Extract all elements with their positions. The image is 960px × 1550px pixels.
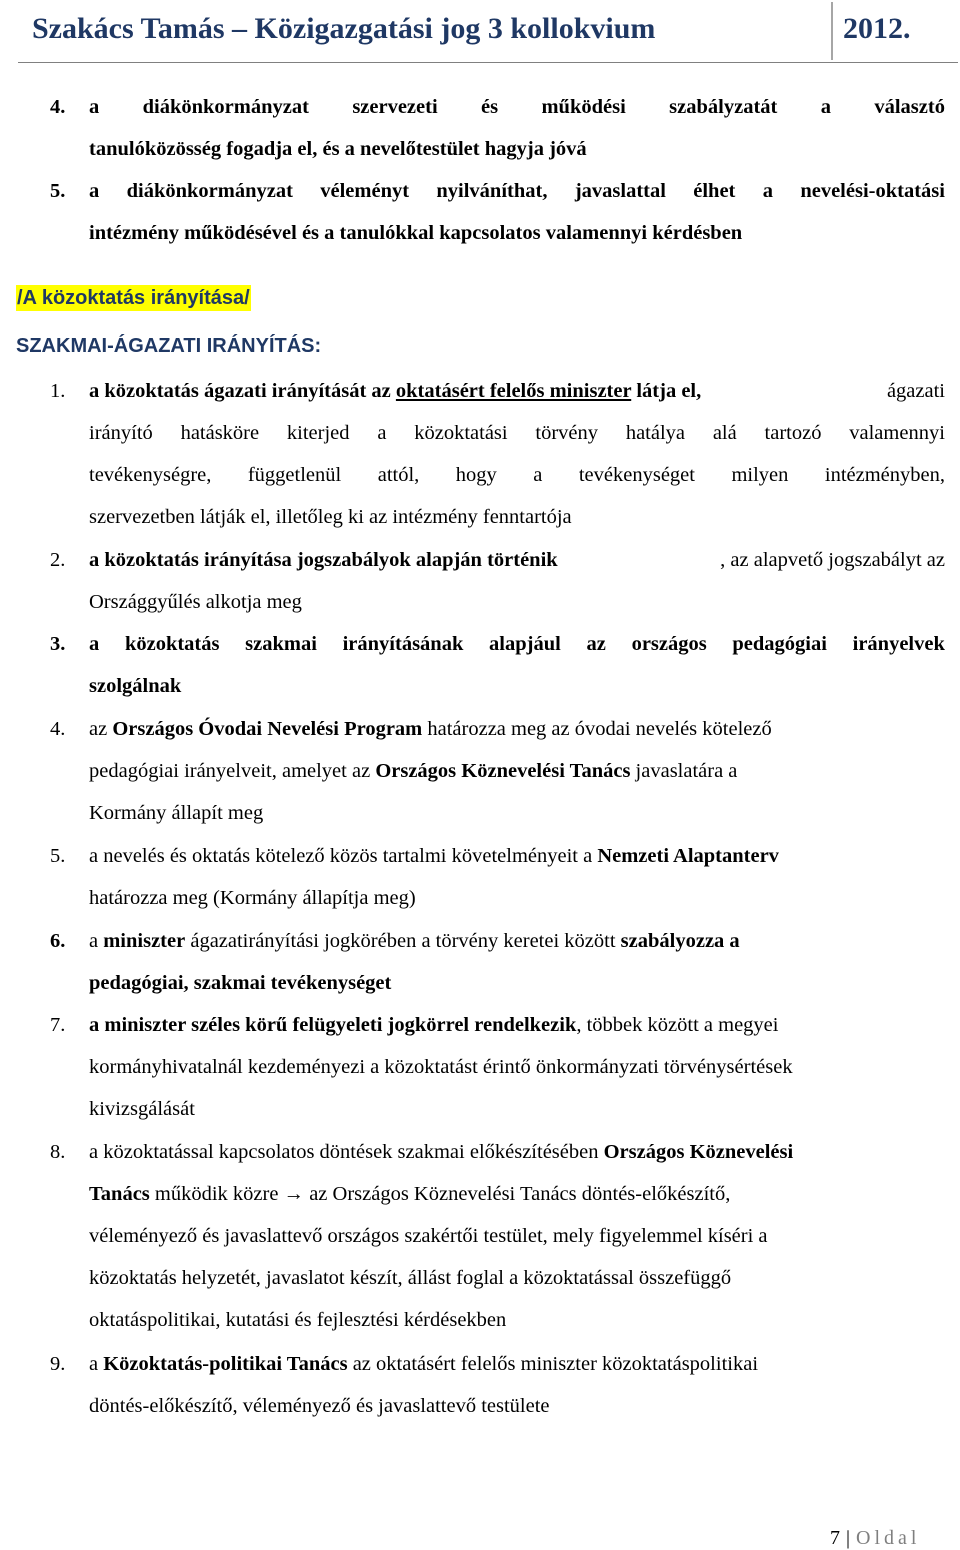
bold-text: szabályozza a	[620, 930, 740, 952]
highlight-heading	[16, 287, 251, 317]
list-line	[89, 380, 945, 403]
word: alá	[712, 422, 737, 444]
word: az	[586, 633, 606, 655]
word: javaslattal	[574, 180, 666, 202]
page-label: Oldal	[856, 1527, 921, 1549]
text-run: ágazatirányítási jogkörében a törvény keretei között	[185, 930, 621, 952]
list-line: véleményező és javaslattevő országos szakértői testület, mely figyelemmel kíséri a	[89, 1225, 768, 1247]
list-line: oktatáspolitikai, kutatási és fejlesztési kérdésekben	[89, 1309, 507, 1331]
list-line	[89, 96, 945, 119]
page-number: 7	[830, 1527, 840, 1549]
list-line	[89, 1014, 778, 1037]
justified-line	[89, 633, 945, 656]
header-rule	[18, 62, 958, 63]
word: hogy	[455, 464, 497, 486]
bold-text: Országos Köznevelési Tanács	[375, 760, 631, 782]
bold-text: Közoktatás-politikai Tanács	[103, 1353, 348, 1375]
list-line: intézmény működésével és a tanulókkal kapcsolatos valamennyi kérdésben	[89, 222, 743, 244]
text-run: a közoktatással kapcsolatos döntések szakmai előkészítésében	[89, 1141, 604, 1163]
word: országos	[631, 633, 707, 655]
header-separator	[831, 2, 833, 60]
list-line	[89, 845, 779, 868]
list-line	[89, 549, 945, 572]
bold-text: a miniszter széles körű felügyeleti jogkörrel rendelkezik	[89, 1014, 577, 1036]
word: tevékenységre,	[89, 464, 212, 486]
word: kiterjed	[286, 422, 350, 444]
word: véleményt	[320, 180, 410, 202]
word: irányelvek	[852, 633, 945, 655]
text-run: határozza meg az óvodai nevelés kötelező	[422, 718, 772, 740]
header-year: 2012.	[843, 12, 911, 45]
justified-line	[89, 422, 945, 445]
word: választó	[874, 96, 945, 118]
bold-text: a közoktatás ágazati irányítását az	[89, 380, 396, 402]
word: a	[89, 96, 100, 118]
text-run: az	[89, 718, 113, 740]
list-number: 9.	[50, 1353, 66, 1375]
word: tevékenységet	[578, 464, 695, 486]
word: közoktatás	[124, 633, 220, 655]
list-line: határozza meg (Kormány állapítja meg)	[89, 887, 416, 909]
word: szabályzatát	[669, 96, 778, 118]
text-run: a nevelés és oktatás kötelező közös tartalmi követelményeit a	[89, 845, 598, 867]
word: működési	[541, 96, 626, 118]
header-title: Szakács Tamás – Közigazgatási jog 3 kollokvium	[32, 12, 656, 45]
word: diákönkormányzat	[126, 180, 293, 202]
word: pedagógiai	[732, 633, 827, 655]
word: tartozó	[764, 422, 822, 444]
list-number: 1.	[50, 380, 66, 402]
bold-text: Tanács	[89, 1183, 150, 1205]
list-line: szervezetben látják el, illetőleg ki az intézmény fenntartója	[89, 506, 572, 528]
text-run: , többek között a megyei	[576, 1014, 779, 1036]
list-number: 3.	[50, 633, 66, 655]
justified-line	[89, 464, 945, 487]
page-footer	[830, 1527, 920, 1550]
list-number: 4.	[50, 718, 66, 740]
text-run: az oktatásért felelős miniszter közoktatáspolitikai	[347, 1353, 759, 1375]
word: élhet	[693, 180, 736, 202]
list-line	[89, 464, 945, 487]
word: a	[820, 96, 831, 118]
word: és	[481, 96, 499, 118]
list-line	[89, 633, 945, 656]
justified-line	[89, 180, 945, 203]
list-number: 5.	[50, 845, 66, 867]
list-line: kivizsgálását	[89, 1098, 195, 1120]
list-line: közoktatás helyzetét, javaslatot készít, állást foglal a közoktatással összefüggő	[89, 1267, 732, 1289]
word: a	[89, 633, 100, 655]
bold-text: Nemzeti Alaptanterv	[597, 845, 779, 867]
list-line	[89, 760, 737, 783]
word: törvény	[535, 422, 599, 444]
word: szervezeti	[352, 96, 438, 118]
word: milyen	[731, 464, 789, 486]
highlight-heading-text: /A közoktatás irányítása/	[17, 287, 250, 309]
word: hatálya	[625, 422, 686, 444]
word: alapjául	[489, 633, 561, 655]
page-header	[0, 0, 960, 64]
word: a	[377, 422, 387, 444]
word: függetlenül	[247, 464, 342, 486]
list-line: Országgyűlés alkotja meg	[89, 591, 302, 613]
list-line: tanulóközösség fogadja el, és a nevelőtestület hagyja jóvá	[89, 138, 587, 160]
word: a	[89, 180, 100, 202]
list-line: döntés-előkészítő, véleményező és javaslattevő testülete	[89, 1395, 550, 1417]
text-run: a	[89, 930, 104, 952]
list-line	[89, 422, 945, 445]
justified-line	[89, 96, 945, 119]
word: irányításának	[342, 633, 464, 655]
text-run: működik közre	[149, 1183, 284, 1205]
list-number: 5.	[50, 180, 66, 202]
text-run: a	[89, 1353, 104, 1375]
list-line	[89, 1141, 793, 1164]
list-number: 8.	[50, 1141, 66, 1163]
list-line: kormányhivatalnál kezdeményezi a közoktatást érintő önkormányzati törvénysértések	[89, 1056, 793, 1078]
list-line	[89, 718, 772, 741]
word: nevelési-oktatási	[800, 180, 945, 202]
text-run: , az alapvető jogszabályt az	[720, 549, 945, 571]
text-run: az Országos Köznevelési Tanács döntés-előkészítő,	[304, 1183, 731, 1205]
list-number: 4.	[50, 96, 66, 118]
text-run: javaslatára a	[630, 760, 738, 782]
arrow-right-icon: →	[283, 1183, 305, 1205]
footer-separator: |	[846, 1527, 851, 1549]
list-number: 6.	[50, 930, 66, 952]
list-number: 2.	[50, 549, 66, 571]
section-heading: SZAKMAI-ÁGAZATI IRÁNYÍTÁS:	[16, 335, 322, 357]
list-line	[89, 930, 740, 953]
word: diákönkormányzat	[142, 96, 309, 118]
list-line: pedagógiai, szakmai tevékenységet	[89, 972, 392, 994]
word: intézményben,	[824, 464, 945, 486]
word: hatásköre	[180, 422, 260, 444]
word: a	[533, 464, 543, 486]
word: valamennyi	[849, 422, 945, 444]
list-line	[89, 180, 945, 203]
word: a	[762, 180, 773, 202]
underlined-bold-text: oktatásért felelős miniszter	[395, 380, 632, 402]
text-run: pedagógiai irányelveit, amelyet az	[89, 760, 376, 782]
list-number: 7.	[50, 1014, 66, 1036]
list-line: szolgálnak	[89, 675, 182, 697]
bold-text: Országos Köznevelési	[603, 1141, 794, 1163]
bold-text: miniszter	[103, 930, 186, 952]
word: szakmai	[245, 633, 317, 655]
bold-text: látja el,	[631, 380, 702, 402]
bold-text: Országos Óvodai Nevelési Program	[112, 718, 423, 740]
word: irányító	[89, 422, 153, 444]
text-run: ágazati	[886, 380, 945, 402]
list-line: Kormány állapít meg	[89, 802, 264, 824]
bold-text: a közoktatás irányítása jogszabályok alapján történik	[89, 549, 558, 571]
word: attól,	[377, 464, 420, 486]
list-line	[89, 1353, 758, 1376]
word: közoktatási	[414, 422, 508, 444]
list-line	[89, 1183, 730, 1206]
word: nyilváníthat,	[436, 180, 548, 202]
